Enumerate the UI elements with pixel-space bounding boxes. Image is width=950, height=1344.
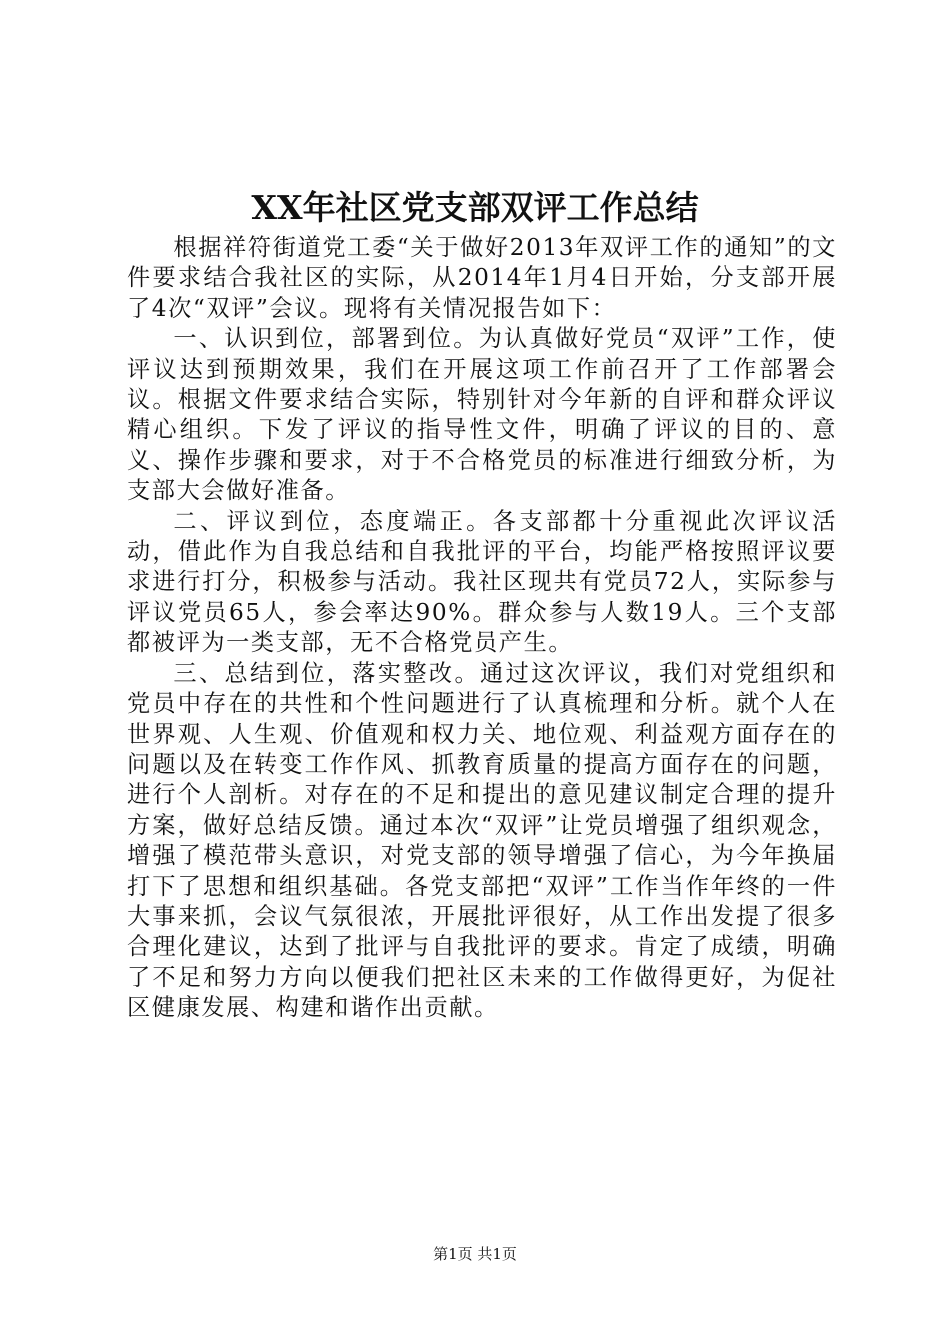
paragraph-section-2: 二、评议到位，态度端正。各支部都十分重视此次评议活动，借此作为自我总结和自我批评的平台，均能严格按照评议要求进行打分，积极参与活动。我社区现共有党员72人，实际参与评议党员65人，参会率达90%。群众参与人数19人。三个支部都被评为一类支部，无不合格党员产生。 — [127, 507, 837, 657]
page-footer: 第1页 共1页 — [433, 1245, 517, 1263]
paragraph-section-1: 一、认识到位，部署到位。为认真做好党员“双评”工作，使评议达到预期效果，我们在开展这项工作前召开了工作部署会议。根据文件要求结合实际，特别针对今年新的自评和群众评议精心组织。下发了评议的指导性文件，明确了评议的目的、意义、操作步骤和要求，对于不合格党员的标准进行细致分析，为支部大会做好准备。 — [127, 325, 837, 505]
document-title: XX年社区党支部双评工作总结 — [251, 188, 699, 227]
paragraph-intro: 根据祥符街道党工委“关于做好2013年双评工作的通知”的文件要求结合我社区的实际，从2014年1月4日开始，分支部开展了4次“双评”会议。现将有关情况报告如下： — [127, 234, 837, 322]
paragraph-section-3: 三、总结到位，落实整改。通过这次评议，我们对党组织和党员中存在的共性和个性问题进行了认真梳理和分析。就个人在世界观、人生观、价值观和权力关、地位观、利益观方面存在的问题以及在转变工作作风、抓教育质量的提高方面存在的问题，进行个人剖析。对存在的不足和提出的意见建议制定合理的提升方案，做好总结反馈。通过本次“双评”让党员增强了组织观念，增强了模范带头意识，对党支部的领导增强了信心，为今年换届打下了思想和组织基础。各党支部把“双评”工作当作年终的一件大事来抓，会议气氛很浓，开展批评很好，从工作出发提了很多合理化建议，达到了批评与自我批评的要求。肯定了成绩，明确了不足和努力方向以便我们把社区未来的工作做得更好，为促社区健康发展、构建和谐作出贡献。 — [127, 659, 837, 1022]
document-body — [127, 233, 837, 1024]
